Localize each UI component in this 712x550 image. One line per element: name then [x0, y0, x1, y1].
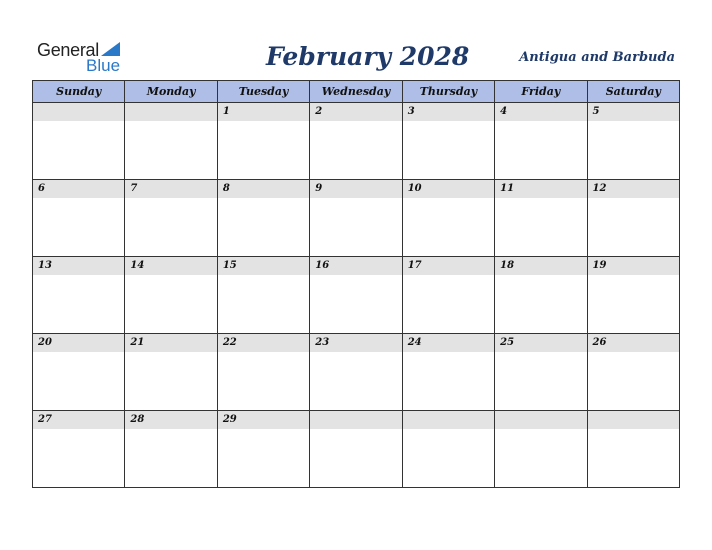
day-cell	[402, 334, 494, 411]
day-cell	[495, 257, 587, 334]
day-number: 23	[310, 334, 401, 352]
day-cell	[33, 257, 125, 334]
day-number: 10	[403, 180, 494, 198]
day-number: 12	[588, 180, 679, 198]
day-number	[403, 411, 494, 429]
day-cell	[495, 411, 587, 488]
day-number: 4	[495, 103, 586, 121]
day-number: 18	[495, 257, 586, 275]
day-cell	[587, 180, 679, 257]
day-number: 2	[310, 103, 401, 121]
day-cell	[33, 180, 125, 257]
day-number: 3	[403, 103, 494, 121]
week-row	[33, 411, 680, 488]
day-number: 5	[588, 103, 679, 121]
day-cell	[402, 257, 494, 334]
calendar-body	[33, 103, 680, 488]
day-cell	[217, 103, 309, 180]
day-cell	[125, 334, 217, 411]
country-name: Antigua and Barbuda	[519, 50, 675, 65]
day-number: 16	[310, 257, 401, 275]
day-cell	[310, 411, 402, 488]
weekday-header-row	[33, 81, 680, 103]
day-cell	[587, 334, 679, 411]
day-number: 22	[218, 334, 309, 352]
day-number: 29	[218, 411, 309, 429]
day-cell	[33, 103, 125, 180]
day-number: 27	[33, 411, 124, 429]
day-cell	[402, 411, 494, 488]
day-cell	[495, 103, 587, 180]
weekday-header-tuesday: Tuesday	[217, 81, 309, 103]
weekday-header-wednesday: Wednesday	[310, 81, 402, 103]
calendar-grid	[32, 80, 680, 488]
day-number: 14	[125, 257, 216, 275]
weekday-header-saturday: Saturday	[587, 81, 679, 103]
day-cell	[587, 411, 679, 488]
weekday-header-monday: Monday	[125, 81, 217, 103]
day-number: 6	[33, 180, 124, 198]
day-cell	[310, 257, 402, 334]
day-number	[33, 103, 124, 121]
day-cell	[402, 180, 494, 257]
day-number: 15	[218, 257, 309, 275]
day-number: 13	[33, 257, 124, 275]
day-number: 17	[403, 257, 494, 275]
day-number: 11	[495, 180, 586, 198]
day-cell	[217, 411, 309, 488]
day-number: 25	[495, 334, 586, 352]
logo-general-text: General	[37, 40, 99, 60]
day-cell	[310, 334, 402, 411]
day-cell	[125, 180, 217, 257]
day-number: 20	[33, 334, 124, 352]
weekday-header-thursday: Thursday	[402, 81, 494, 103]
day-cell	[33, 411, 125, 488]
week-row	[33, 257, 680, 334]
day-cell	[495, 334, 587, 411]
weekday-header-friday: Friday	[495, 81, 587, 103]
week-row	[33, 180, 680, 257]
week-row	[33, 103, 680, 180]
day-number: 9	[310, 180, 401, 198]
day-cell	[217, 334, 309, 411]
week-row	[33, 334, 680, 411]
day-number	[588, 411, 679, 429]
day-cell	[587, 257, 679, 334]
day-number: 26	[588, 334, 679, 352]
day-number: 21	[125, 334, 216, 352]
day-number: 1	[218, 103, 309, 121]
day-number: 19	[588, 257, 679, 275]
day-cell	[217, 257, 309, 334]
day-number: 8	[218, 180, 309, 198]
day-cell	[217, 180, 309, 257]
day-number	[495, 411, 586, 429]
day-cell	[125, 103, 217, 180]
logo-triangle-icon	[101, 42, 120, 56]
day-cell	[587, 103, 679, 180]
day-cell	[310, 103, 402, 180]
day-cell	[310, 180, 402, 257]
weekday-header-sunday: Sunday	[33, 81, 125, 103]
logo-blue-text: Blue	[86, 56, 121, 75]
day-cell	[125, 411, 217, 488]
day-cell	[125, 257, 217, 334]
day-number	[310, 411, 401, 429]
day-number	[125, 103, 216, 121]
day-number: 7	[125, 180, 216, 198]
day-number: 24	[403, 334, 494, 352]
generalblue-logo	[37, 38, 137, 74]
day-cell	[33, 334, 125, 411]
day-cell	[495, 180, 587, 257]
day-cell	[402, 103, 494, 180]
calendar-title: February 2028	[266, 42, 470, 71]
day-number: 28	[125, 411, 216, 429]
